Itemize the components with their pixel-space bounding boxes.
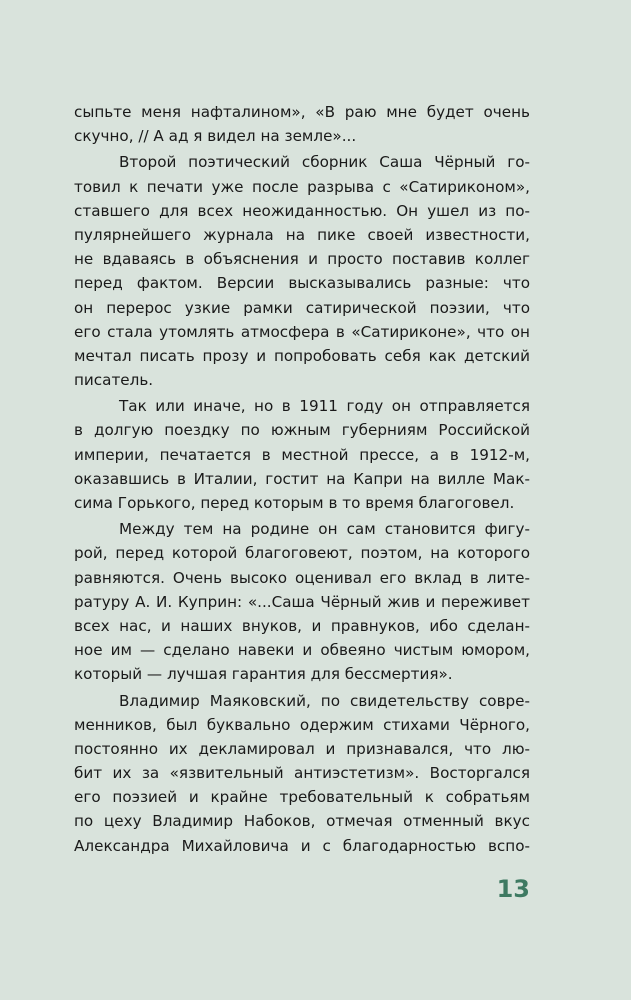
text-line: оказавшись в Италии, гостит на Капри на вилле Мак- [74, 469, 530, 488]
text-line: ное им — сделано навеки и обвеяно чистым юмором, [74, 641, 530, 660]
text-line: он перерос узкие рамки сатирической поэзии, что [74, 298, 530, 317]
text-line: ставшего для всех неожиданностью. Он ушел из по- [74, 201, 530, 220]
text-line: Александра Михайловича и с благодарностью вспо- [74, 836, 530, 855]
text-line: империи, печатается в местной прессе, а в 1912-м, [74, 445, 530, 464]
text-line: его поэзией и крайне требовательный к собратьям [74, 788, 530, 807]
text-line: сыпьте меня нафталином», «В раю мне будет очень [74, 103, 530, 121]
text-line: в долгую поездку по южным губерниям Российской [74, 421, 530, 440]
text-line: товил к печати уже после разрыва с «Сатириконом», [74, 177, 530, 196]
page-number: 13 [496, 875, 530, 903]
paragraph-1 [74, 100, 530, 148]
text-line: Между тем на родине он сам становится фигу- [119, 520, 530, 539]
text-line: по цеху Владимир Набоков, отмечая отменный вкус [74, 812, 530, 831]
paragraph-2 [74, 150, 530, 392]
text-line: равняются. Очень высоко оценивал его вклад в лите- [74, 568, 530, 587]
text-line: сима Горького, перед которым в то время благоговел. [74, 494, 515, 512]
text-line: его стала утомлять атмосфера в «Сатириконе», что он [74, 322, 530, 341]
text-line: постоянно их декламировал и признавался, что лю- [74, 739, 530, 758]
text-line: бит их за «язвительный антиэстетизм». Восторгался [74, 764, 530, 783]
text-line: писатель. [74, 371, 154, 390]
body-text [74, 100, 530, 858]
text-line: скучно, // А ад я видел на земле»... [74, 127, 357, 146]
paragraph-3 [74, 394, 530, 515]
text-line: перед фактом. Версии высказывались разные: что [74, 274, 530, 293]
paragraph-5 [74, 689, 530, 858]
text-line: который — лучшая гарантия для бессмертия». [74, 665, 453, 684]
paragraph-4 [74, 517, 530, 686]
text-line: не вдаваясь в объяснения и просто поставив коллег [74, 250, 530, 269]
text-line: менников, был буквально одержим стихами Чёрного, [74, 715, 530, 734]
text-line: рой, перед которой благоговеют, поэтом, на которого [74, 544, 530, 563]
text-line: пулярнейшего журнала на пике своей известности, [74, 225, 530, 244]
text-line: Так или иначе, но в 1911 году он отправляется [119, 397, 530, 416]
text-line: ратуру А. И. Куприн: «...Саша Чёрный жив и переживет [74, 592, 530, 611]
text-line: Второй поэтический сборник Саша Чёрный го- [119, 153, 530, 172]
text-line: мечтал писать прозу и попробовать себя как детский [74, 346, 530, 365]
text-line: всех нас, и наших внуков, и правнуков, ибо сделан- [74, 616, 530, 635]
text-line: Владимир Маяковский, по свидетельству совре- [119, 691, 530, 710]
